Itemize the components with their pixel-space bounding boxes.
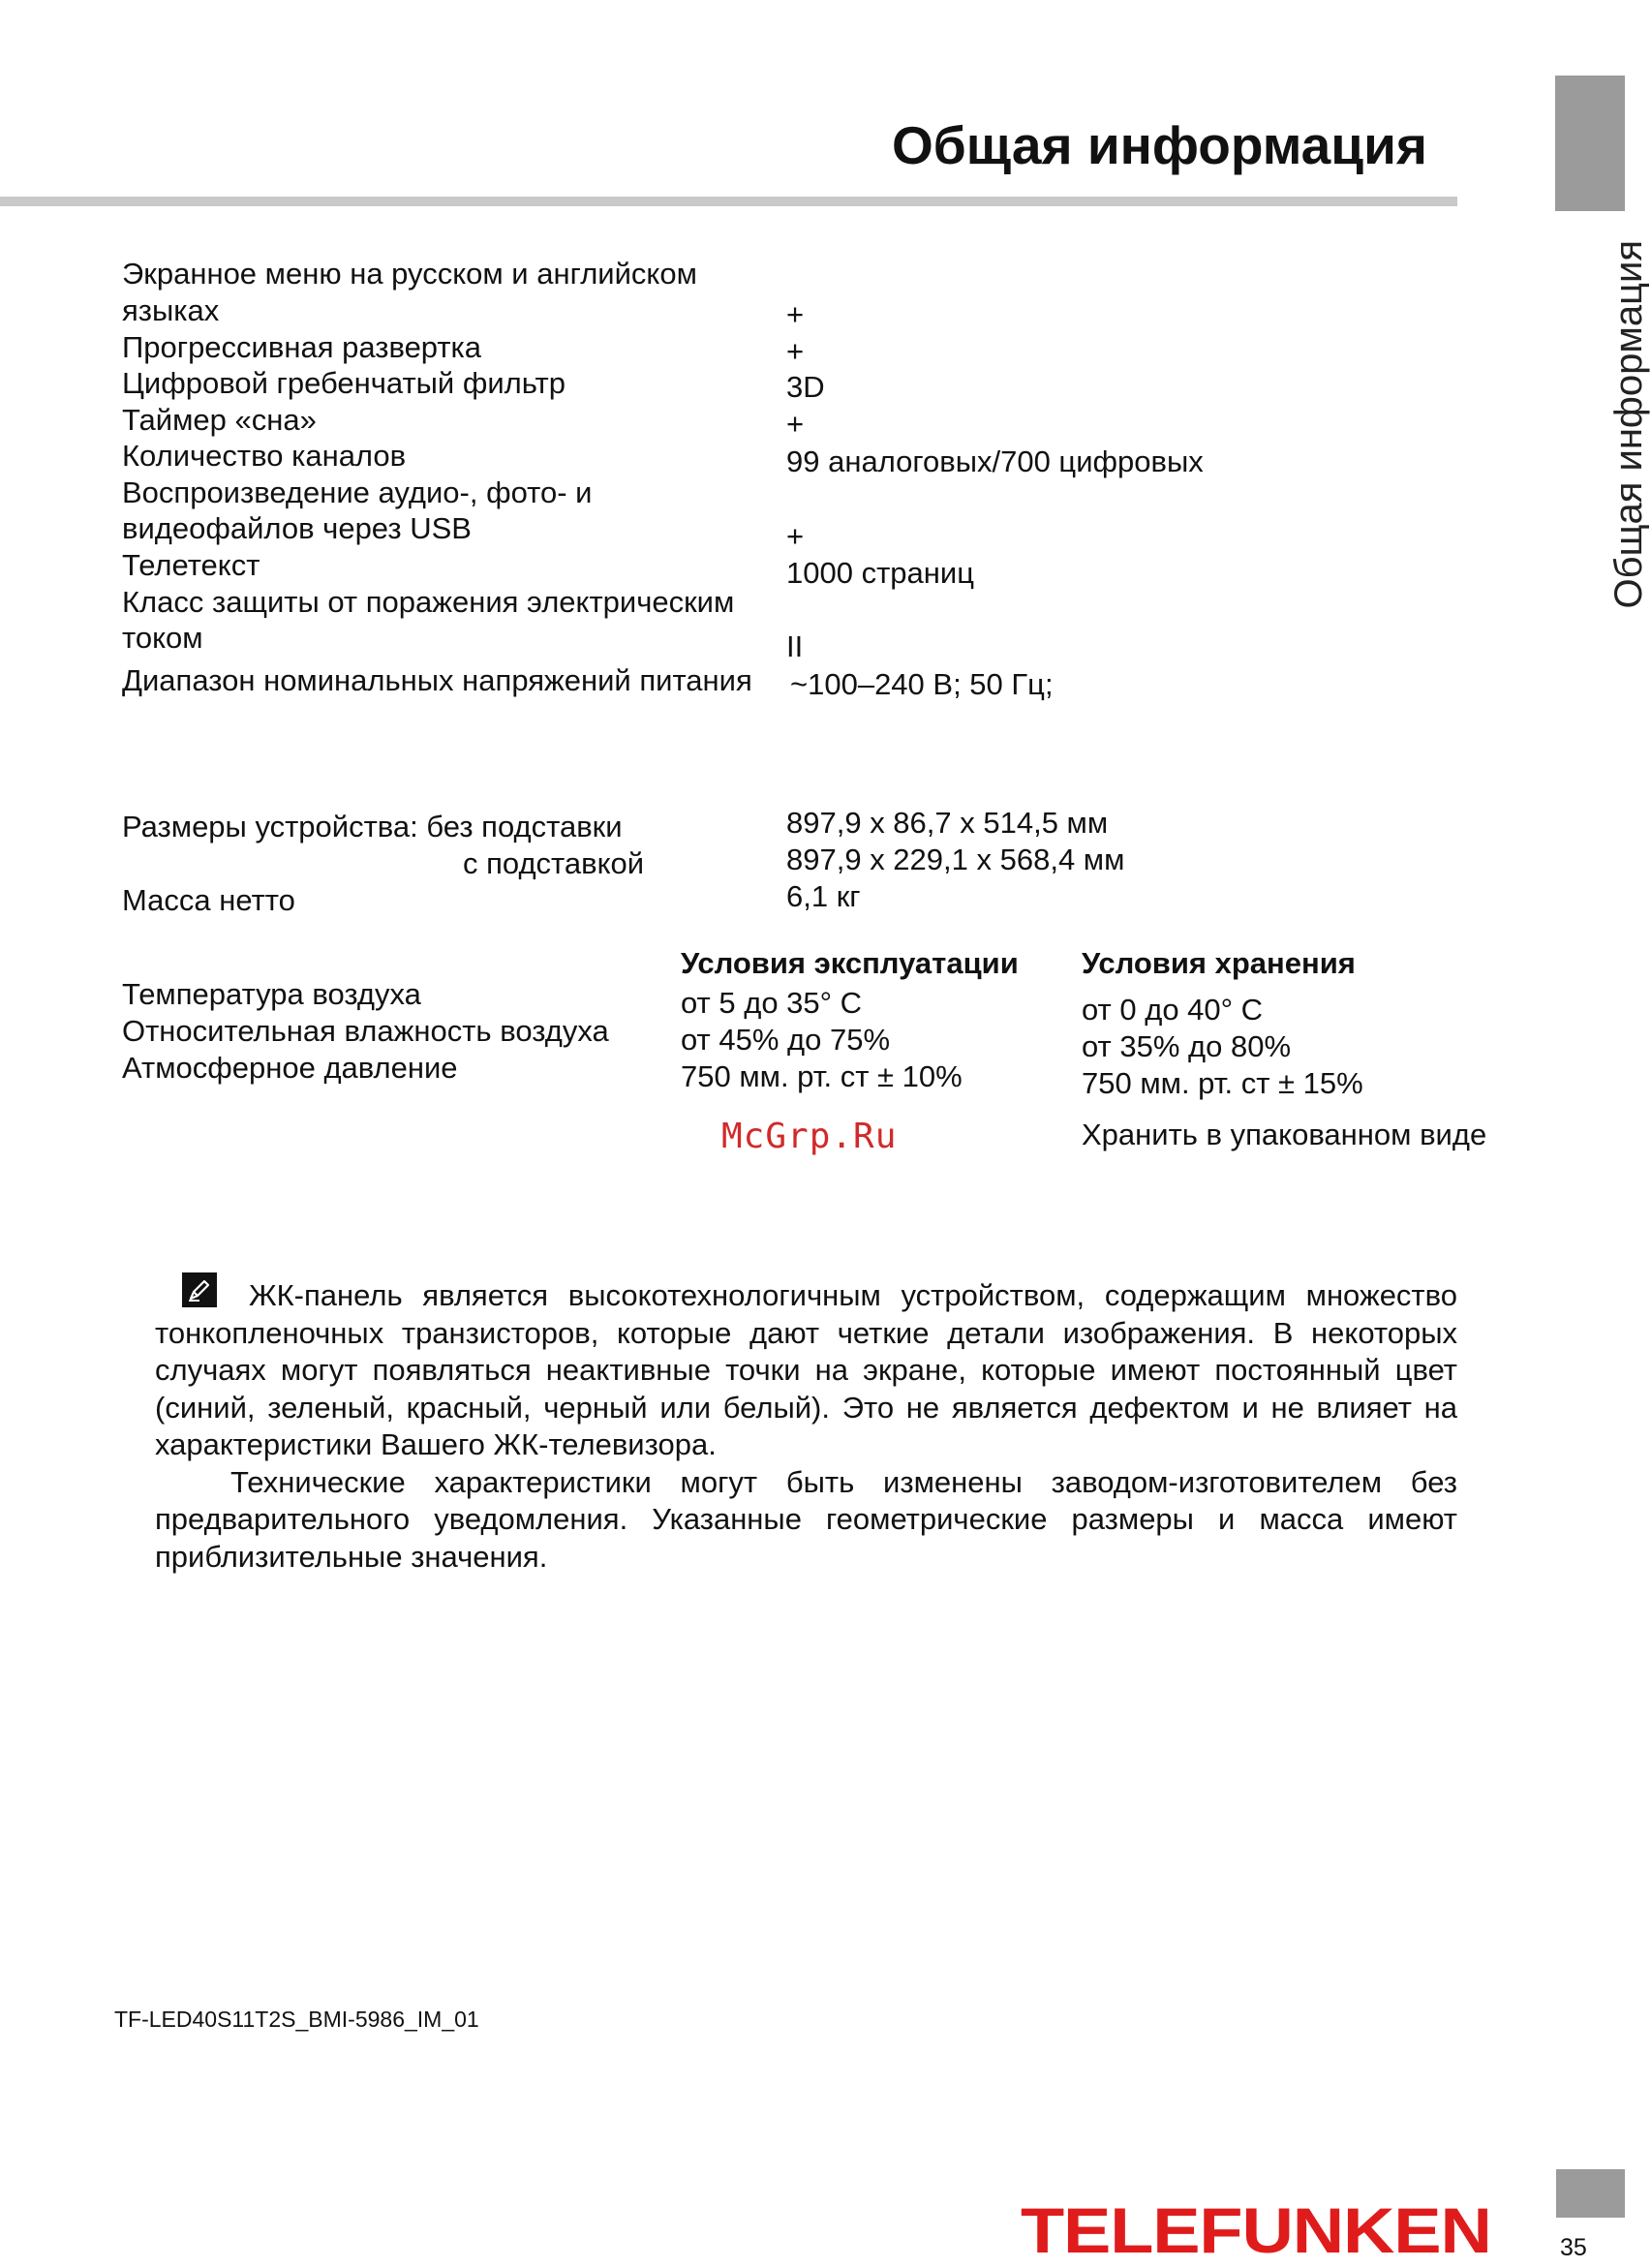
dimensions-label: Размеры устройства: без подставки <box>122 810 623 843</box>
spec-label: видеофайлов через USB <box>122 511 472 545</box>
operating-value: 750 мм. рт. ст ± 10% <box>681 1059 963 1093</box>
condition-label: Атмосферное давление <box>122 1051 458 1085</box>
storage-header: Условия хранения <box>1082 946 1356 980</box>
page-title: Общая информация <box>892 115 1427 175</box>
operating-header: Условия эксплуатации <box>681 946 1019 980</box>
operating-value: от 45% до 75% <box>681 1023 891 1057</box>
dimensions-value: 897,9 x 86,7 x 514,5 мм <box>786 806 1109 840</box>
note-text <box>155 1277 1457 1576</box>
spec-value: 99 аналоговых/700 цифровых <box>786 444 1204 478</box>
spec-value: 1000 страниц <box>786 556 974 590</box>
spec-label: током <box>122 621 203 655</box>
condition-label: Температура воздуха <box>122 977 421 1011</box>
brand-logo: TELEFUNKEN <box>1021 2194 1491 2266</box>
spec-label: Прогрессивная развертка <box>122 330 482 364</box>
spec-value: + <box>786 297 805 331</box>
storage-value: от 0 до 40° С <box>1082 993 1264 1027</box>
side-tab-block <box>1555 76 1625 211</box>
spec-value: 3D <box>786 370 825 404</box>
dimensions-stand-value: 897,9 x 229,1 x 568,4 мм <box>786 843 1125 876</box>
spec-value: + <box>786 407 805 441</box>
condition-label: Относительная влажность воздуха <box>122 1014 609 1048</box>
mass-value: 6,1 кг <box>786 879 861 913</box>
spec-label: Телетекст <box>122 548 260 582</box>
storage-value: от 35% до 80% <box>1082 1029 1292 1063</box>
note-paragraph: Технические характеристики могут быть изменены заводом-изготовителем без предварительного уведомления. Указанные геометрические размеры и масса имеют приблизительные значения. <box>155 1464 1457 1574</box>
watermark-text: McGrp.Ru <box>721 1117 898 1156</box>
operating-value: от 5 до 35° С <box>681 986 863 1020</box>
title-divider <box>0 197 1457 206</box>
spec-label: Экранное меню на русском и английском <box>122 257 697 291</box>
spec-label: Класс защиты от поражения электрическим <box>122 585 735 619</box>
storage-note: Хранить в упакованном виде <box>1082 1118 1487 1151</box>
model-code: TF-LED40S11T2S_BMI-5986_IM_01 <box>114 2007 479 2032</box>
note-paragraph: ЖК-панель является высокотехнологичным устройством, содержащим множество тонкопленочных транзисторов, которые дают четкие детали изображения. В некоторых случаях могут появляться неактивные точки на экране, которые имеют постоянный цвет (синий, зеленый, красный, черный или белый). Это не является дефектом и не влияет на характеристики Вашего ЖК-телевизора. <box>155 1278 1457 1461</box>
spec-value: + <box>786 334 805 368</box>
spec-label: Таймер «сна» <box>122 403 317 437</box>
spec-label: Цифровой гребенчатый фильтр <box>122 366 566 400</box>
dimensions-stand-label: с подставкой <box>463 846 645 880</box>
spec-value: + <box>786 519 805 553</box>
spec-label: Диапазон номинальных напряжений питания <box>122 663 752 697</box>
side-tab-label: Общая информация <box>1607 240 1650 609</box>
spec-label: Количество каналов <box>122 439 407 473</box>
page-number-block <box>1556 2169 1625 2218</box>
storage-value: 750 мм. рт. ст ± 15% <box>1082 1066 1363 1100</box>
spec-label: языках <box>122 293 220 327</box>
spec-value: ~100–240 В; 50 Гц; <box>790 667 1054 701</box>
spec-value: II <box>786 629 804 663</box>
mass-label: Масса нетто <box>122 883 295 917</box>
spec-label: Воспроизведение аудио-, фото- и <box>122 475 593 509</box>
page-number: 35 <box>1560 2234 1587 2261</box>
